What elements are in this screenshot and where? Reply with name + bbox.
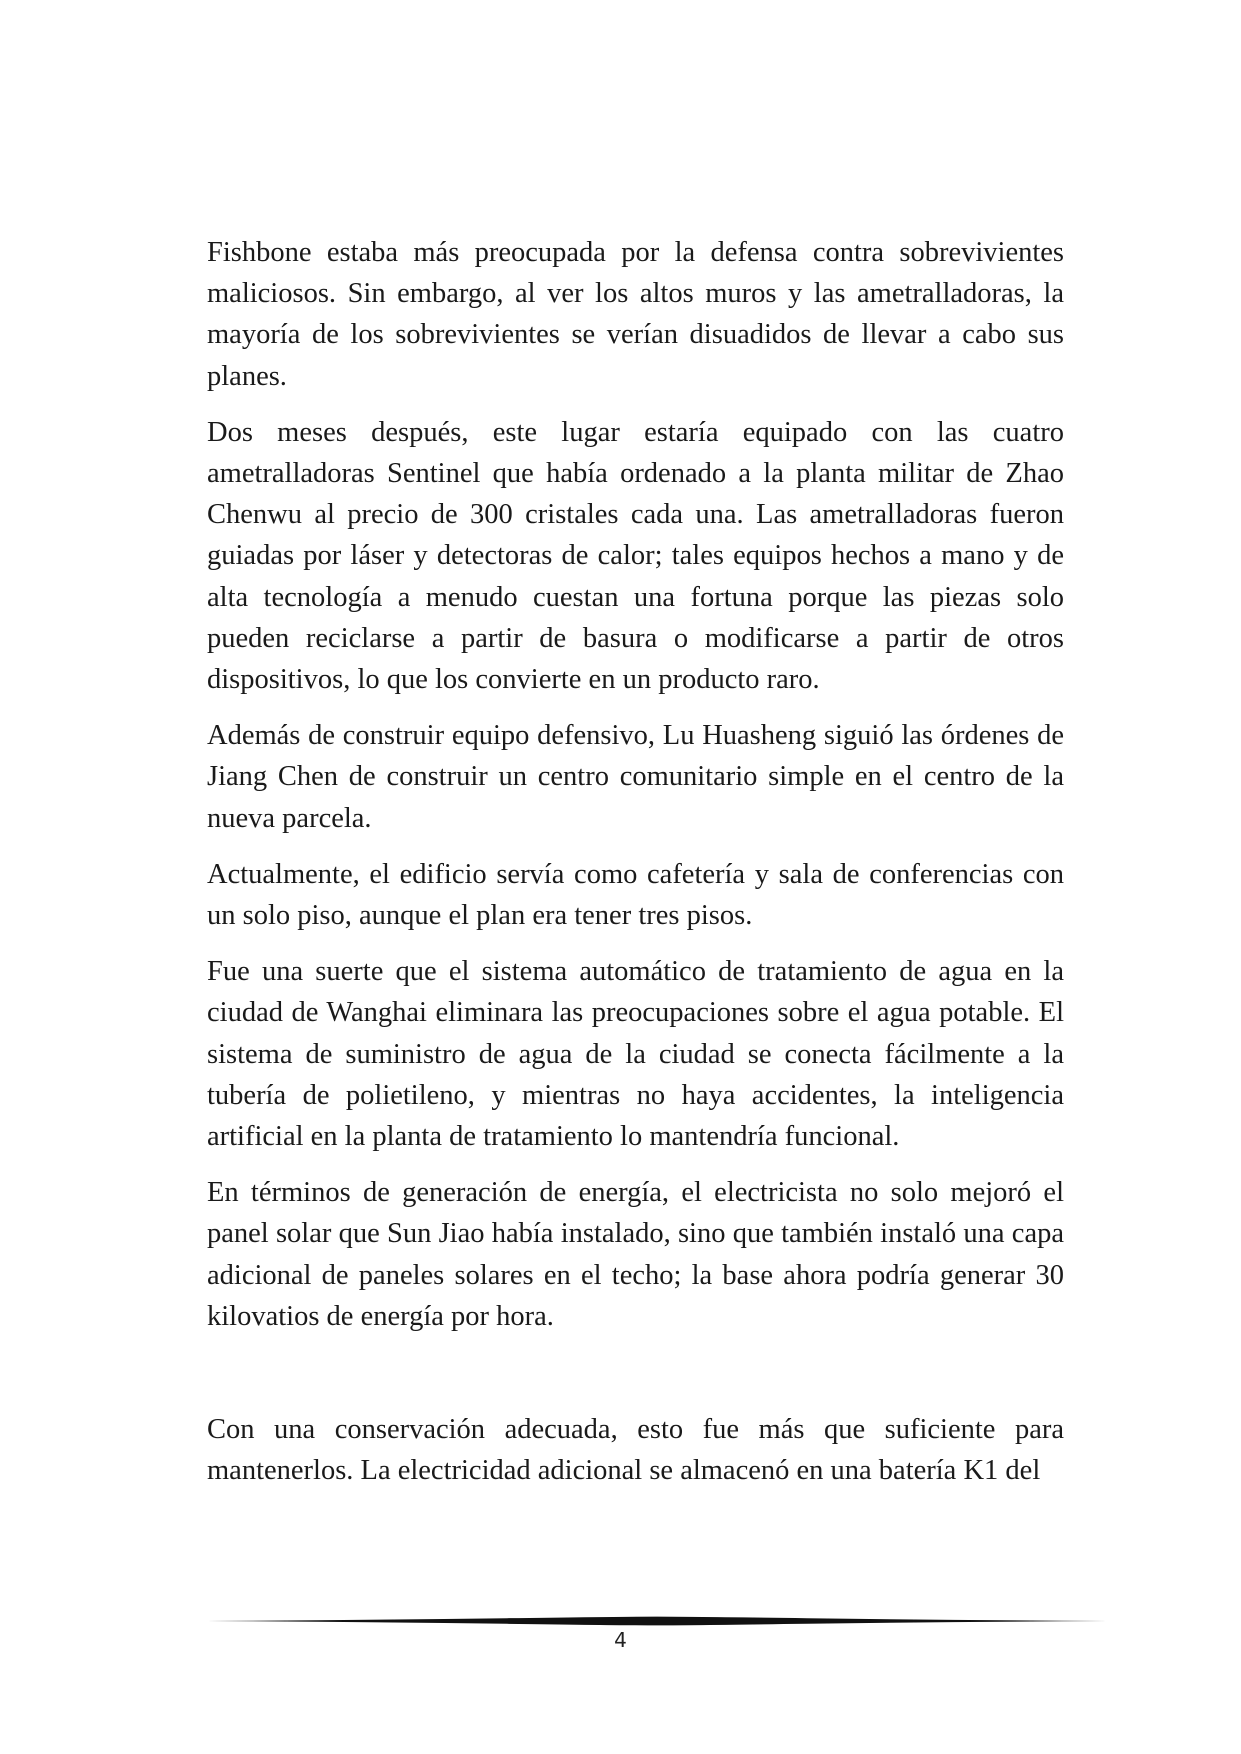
paragraph-5: Fue una suerte que el sistema automático de tratamiento de agua en la ciudad de Wanghai eliminara las preocupaciones sobre el agua potable. El sistema de suministro de agua de la ciudad se conecta fácilmente a la tubería de polietileno, y mientras no haya accidentes, la inteligencia artificial en la planta de tratamiento lo mantendría funcional. xyxy=(207,956,1064,1153)
paragraph-6: En términos de generación de energía, el electricista no solo mejoró el panel solar que Sun Jiao había instalado, sino que también instaló una capa adicional de paneles solares en el techo; la base ahora podría generar 30 kilovatios de energía por hora. xyxy=(207,1177,1064,1332)
paragraph-3: Además de construir equipo defensivo, Lu Huasheng siguió las órdenes de Jiang Chen de construir un centro comunitario simple en el centro de la nueva parcela. xyxy=(207,720,1064,834)
paragraph-4: Actualmente, el edificio servía como cafetería y sala de conferencias con un solo piso, aunque el plan era tener tres pisos. xyxy=(207,858,1064,932)
body-text xyxy=(207,232,1064,1506)
paragraph-7: Con una conservación adecuada, esto fue más que suficiente para mantenerlos. La electricidad adicional se almacenó en una batería K1 del xyxy=(207,1414,1064,1487)
paragraph-1: Fishbone estaba más preocupada por la defensa contra sobrevivientes maliciosos. Sin embargo, al ver los altos muros y las ametralladoras, la mayoría de los sobrevivientes se verían disuadidos de llevar a cabo sus planes. xyxy=(207,237,1064,392)
footer-divider xyxy=(207,1614,1107,1628)
paragraph-2: Dos meses después, este lugar estaría equipado con las cuatro ametralladoras Sentinel que había ordenado a la planta militar de Zhao Chenwu al precio de 300 cristales cada una. Las ametralladoras fueron guiadas por láser y detectoras de calor; tales equipos hechos a mano y de alta tecnología a menudo cuestan una fortuna porque las piezas solo pueden reciclarse a partir de basura o modificarse a partir de otros dispositivos, lo que los convierte en un producto raro. xyxy=(207,416,1064,696)
page-number: 4 xyxy=(614,1628,627,1652)
